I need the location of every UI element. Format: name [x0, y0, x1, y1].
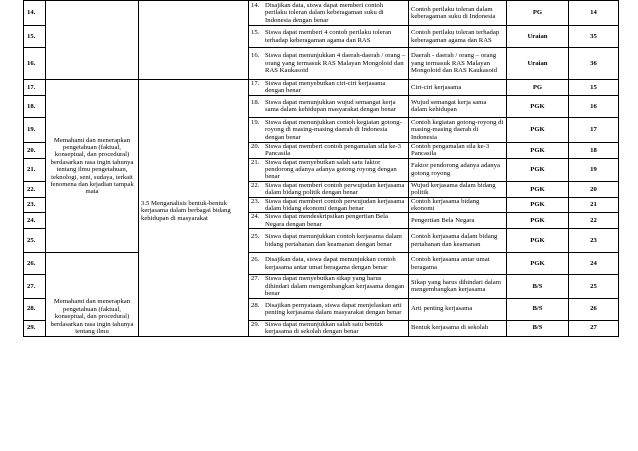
materi-cell: Pengertian Bela Negara [409, 213, 507, 229]
indikator-cell [249, 229, 409, 253]
indikator-text: Disajikan pernyataan, siswa dapat menjelaskan arti penting kerjasama dalam masyarakat dengan benar [265, 301, 402, 316]
bentuk-soal-cell: PGK [507, 213, 569, 229]
indikator-text: Siswa dapat memberi contoh pengamalan sila ke-3 Pancasila [265, 142, 401, 158]
indikator-cell [249, 298, 409, 320]
indikator-number: 16. [251, 52, 260, 60]
nomor-soal-cell: 16 [569, 95, 619, 117]
row-number: 28. [24, 298, 46, 320]
indikator-cell [249, 142, 409, 158]
bentuk-soal-cell: PGK [507, 181, 569, 197]
indikator-number: 23. [251, 197, 260, 205]
indikator-cell [249, 117, 409, 142]
indikator-number: 22. [251, 181, 260, 189]
indikator-cell [249, 80, 409, 96]
materi-pokok-cell-blank [139, 1, 249, 80]
nomor-soal-cell: 23 [569, 229, 619, 253]
kompetensi-dasar-cell: Memahami dan menerapkan pengetahuan (faktual, konseptual, dan procedural) berdasarkan rasa ingin tahunya tentang ilmu [46, 253, 139, 336]
materi-cell: Bentuk kerjasama di sekolah [409, 320, 507, 336]
kisi-kisi-table [23, 0, 619, 337]
materi-cell: Contoh kerjasama bidang ekonomi [409, 197, 507, 213]
row-number: 20. [24, 142, 46, 158]
indikator-cell [249, 253, 409, 275]
indikator-cell [249, 213, 409, 229]
row-number: 15. [24, 26, 46, 48]
materi-cell: Wujud semangat kerja sama dalam kehidupan [409, 95, 507, 117]
nomor-soal-cell: 25 [569, 275, 619, 298]
indikator-text: Siswa dapat memberi contoh perwujudan kerjasama dalam bidang politik dengan benar [265, 181, 405, 197]
row-number: 22. [24, 181, 46, 197]
indikator-number: 20. [251, 142, 260, 150]
materi-cell: Faktor pendorong adanya adanya gotong royong [409, 158, 507, 181]
indikator-cell [249, 48, 409, 80]
bentuk-soal-cell: PGK [507, 229, 569, 253]
bentuk-soal-cell: Uraian [507, 48, 569, 80]
bentuk-soal-cell: PG [507, 1, 569, 26]
row-number: 24. [24, 213, 46, 229]
indikator-text: Siswa dapat menyebutkan sikap yang harus dihindari dalam mengembangkan kerjasama dengan benar [265, 275, 405, 298]
indikator-cell [249, 275, 409, 298]
indikator-number: 21. [251, 158, 260, 166]
materi-cell: Wujud kerjasama dalam bidang politik [409, 181, 507, 197]
row-number: 19. [24, 117, 46, 142]
indikator-text: Siswa dapat menunjukkan contoh kegiatan gotong-royong di masing-masing daerah di Indonesia dengan benar [265, 118, 402, 141]
indikator-cell [249, 158, 409, 181]
indikator-text: Siswa dapat mendeskripsikan pengertian Bela Negara dengan benar [265, 213, 388, 228]
materi-cell: Contoh perilaku toleran terhadap keberagaman agama dan RAS [409, 26, 507, 48]
materi-pokok-cell [139, 80, 249, 337]
nomor-soal-cell: 17 [569, 117, 619, 142]
table-row [24, 80, 619, 96]
indikator-text: Disajikan data, siswa dapat menunjukkan contoh kerjasama antar umat beragama dengan benar [265, 256, 396, 271]
indikator-text: Siswa dapat menunjukkan salah satu bentuk kerjasama di sekolah dengan benar [265, 320, 383, 335]
indikator-text: Siswa dapat menyebutkan salah satu faktor pendorong adanya adanya gotong royong dengan benar [265, 158, 397, 181]
nomor-soal-cell: 26 [569, 298, 619, 320]
materi-pokok-text: 3.5 Menganalisis bentuk-bentuk kerjasama dalam berbagai bidang kehidupan di masyarakat [141, 200, 231, 222]
kisi-kisi-sheet [23, 0, 618, 337]
indikator-text: Siswa dapat memberi 4 contoh perilaku toleran terhadap keberagaman agama dan RAS [265, 29, 392, 44]
table-row [24, 1, 619, 26]
bentuk-soal-cell: B/S [507, 320, 569, 336]
bentuk-soal-cell: PGK [507, 253, 569, 275]
bentuk-soal-cell: PGK [507, 117, 569, 142]
indikator-text: Siswa dapat menunjukkan 4 daerah-daerah / orang –orang yang termasuk RAS Malayan Mongoloid dan RAS Kaukasoid [265, 52, 406, 75]
indikator-number: 17. [251, 80, 260, 87]
nomor-soal-cell: 20 [569, 181, 619, 197]
materi-cell: Sikap yang harus dihindari dalam mengembangkan kerjasama [409, 275, 507, 298]
row-number: 18. [24, 95, 46, 117]
indikator-text: Siswa dapat menyebutkan ciri-ciri kerjasama dengan benar [265, 80, 386, 95]
indikator-cell [249, 320, 409, 336]
row-number: 26. [24, 253, 46, 275]
bentuk-soal-cell: PGK [507, 95, 569, 117]
indikator-cell [249, 95, 409, 117]
bentuk-soal-cell: PG [507, 80, 569, 96]
indikator-cell [249, 1, 409, 26]
row-number: 23. [24, 197, 46, 213]
table-body [24, 1, 619, 337]
bentuk-soal-cell: PGK [507, 197, 569, 213]
row-number: 21. [24, 158, 46, 181]
table-row [24, 253, 619, 275]
bentuk-soal-cell: Uraian [507, 26, 569, 48]
indikator-cell [249, 181, 409, 197]
nomor-soal-cell: 35 [569, 26, 619, 48]
indikator-number: 19. [251, 118, 260, 126]
materi-cell: Ciri-ciri kerjasama [409, 80, 507, 96]
bentuk-soal-cell: B/S [507, 275, 569, 298]
materi-cell: Contoh kerjasama dalam bidang pertahanan dan keamanan [409, 229, 507, 253]
bentuk-soal-cell: PGK [507, 142, 569, 158]
nomor-soal-cell: 18 [569, 142, 619, 158]
nomor-soal-cell: 19 [569, 158, 619, 181]
nomor-soal-cell: 27 [569, 320, 619, 336]
row-number: 14. [24, 1, 46, 26]
nomor-soal-cell: 14 [569, 1, 619, 26]
indikator-number: 18. [251, 98, 260, 106]
nomor-soal-cell: 21 [569, 197, 619, 213]
indikator-number: 25. [251, 233, 260, 241]
indikator-text: Disajikan data, siswa dapat memberi contoh perilaku toleran dalam keberagaman suku di Indonesia dengan benar [265, 1, 384, 24]
indikator-cell [249, 197, 409, 213]
indikator-number: 26. [251, 256, 260, 264]
nomor-soal-cell: 24 [569, 253, 619, 275]
indikator-cell [249, 26, 409, 48]
nomor-soal-cell: 36 [569, 48, 619, 80]
indikator-number: 27. [251, 275, 260, 283]
indikator-number: 24. [251, 213, 260, 221]
indikator-number: 29. [251, 320, 260, 328]
indikator-text: Siswa dapat menunjukkan wujud semangat kerja sama dalam kehidupan masyarakat dengan benar [265, 98, 396, 114]
kompetensi-dasar-cell-blank [46, 1, 139, 80]
materi-cell: Daerah - daerah / orang – orang yang termasuk RAS Malayan Mongoloid dan RAS Kaukasoid [409, 48, 507, 80]
indikator-text: Siswa dapat menunjukkan contoh kerjasama dalam bidang pertahanan dan keamanan dengan benar [265, 233, 402, 248]
nomor-soal-cell: 15 [569, 80, 619, 96]
row-number: 25. [24, 229, 46, 253]
nomor-soal-cell: 22 [569, 213, 619, 229]
indikator-number: 28. [251, 301, 260, 309]
materi-cell: Contoh pengamalan sila ke-3 Pancasila [409, 142, 507, 158]
materi-cell: Arti penting kerjasama [409, 298, 507, 320]
bentuk-soal-cell: B/S [507, 298, 569, 320]
materi-cell: Contoh kerjasama antar umat beragama [409, 253, 507, 275]
indikator-number: 15. [251, 29, 260, 37]
indikator-number: 14. [251, 1, 260, 9]
row-number: 17. [24, 80, 46, 96]
row-number: 27. [24, 275, 46, 298]
kompetensi-dasar-cell: Memahami dan menerapkan pengetahuan (faktual, konseptual, dan procedural) berdasarkan rasa ingin tahunya tentang ilmu pengetahuan, teknologi, seni, sudaya, terkait fenomena dan kejadian tampak mata [46, 80, 139, 253]
row-number: 29. [24, 320, 46, 336]
row-number: 16. [24, 48, 46, 80]
materi-cell: Contoh kegiatan gotong-royong di masing-masing daerah di Indonesia [409, 117, 507, 142]
bentuk-soal-cell: PGK [507, 158, 569, 181]
materi-cell: Contoh perilaku toleran dalam keberagaman suku di Indonesia [409, 1, 507, 26]
indikator-text: Siswa dapat memberi contoh perwujudan kerjasama dalam bidang ekonomi dengan benar [265, 197, 405, 213]
